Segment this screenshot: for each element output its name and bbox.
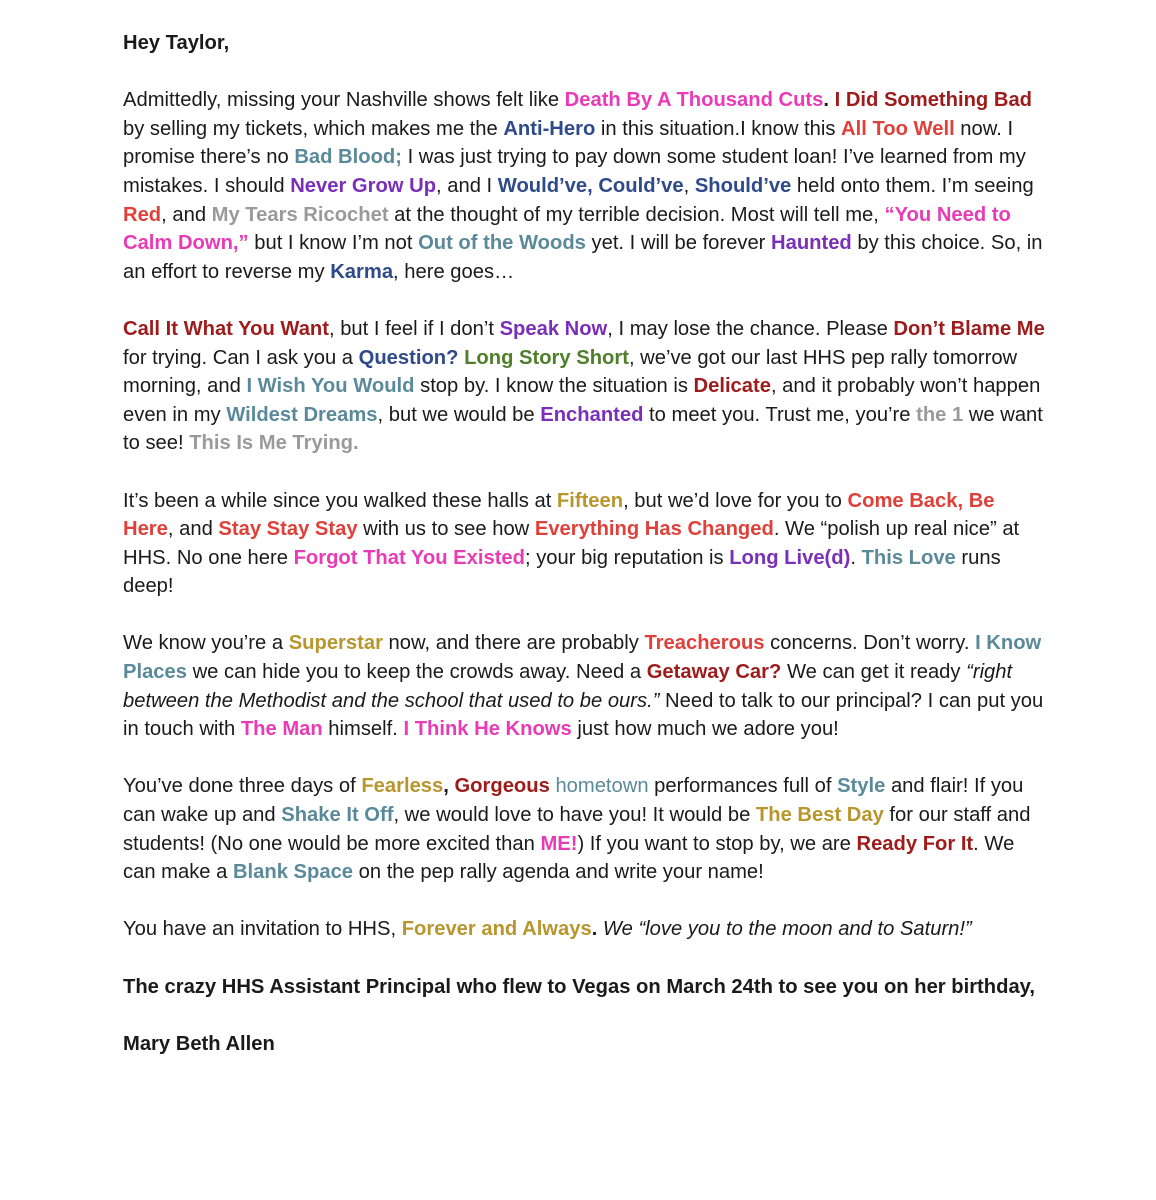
song-title: Everything Has Changed [534, 518, 774, 541]
text: held onto them. I’m seeing [791, 174, 1034, 197]
text: , but I feel if I don’t [328, 317, 500, 340]
text: with us to see how [357, 518, 535, 541]
paragraph-2 [123, 315, 1048, 458]
song-title: Superstar [288, 632, 383, 655]
text: You’ve done three days of [123, 775, 362, 798]
text: in this situation.I know this [595, 117, 842, 140]
paragraph-6 [123, 915, 1048, 944]
song-title: Style [837, 775, 886, 798]
text: I was just trying to pay down some student loan! I’ve learned from my mistakes. I should [123, 146, 1026, 197]
song-title: Stay Stay Stay [218, 518, 358, 541]
song-title: “You Need to Calm Down,” [123, 203, 1011, 255]
text: , but we would be [377, 403, 541, 426]
text: by this choice. So, in an effort to reverse my [123, 232, 1043, 283]
song-title: Delicate [693, 375, 771, 398]
song-title: Call It What You Want [123, 317, 329, 340]
text: . [850, 546, 862, 569]
song-title: Treacherous [644, 632, 765, 655]
song-title: Enchanted [540, 403, 644, 426]
text: . We can make a [123, 832, 1015, 884]
song-title: Come Back, Be Here [123, 489, 995, 541]
song-title: the 1 [916, 403, 964, 426]
text: Admittedly, missing your Nashville shows felt like [123, 89, 565, 112]
text: and flair! If you can wake up and [123, 775, 1024, 827]
text: We can get it ready [781, 661, 967, 684]
text: himself. [322, 718, 404, 741]
song-title: Would’ve, Could’ve [497, 174, 684, 197]
text: , I may lose the chance. Please [607, 317, 894, 340]
song-title: My Tears Ricochet [211, 203, 389, 226]
paragraph-3 [123, 487, 1048, 601]
song-title: Long Story Short [464, 346, 629, 369]
text: . We “polish up real nice” at HHS. No one here [123, 518, 1020, 569]
signoff: The crazy HHS Assistant Principal who flew to Vegas on March 24th to see you on her birthday, [123, 975, 1036, 998]
text: , and [167, 518, 219, 541]
song-title: I Wish You Would [246, 375, 415, 398]
song-title: The Best Day [755, 804, 884, 827]
song-title: All Too Well [841, 117, 955, 140]
text: It’s been a while since you walked these halls at [123, 489, 557, 512]
text: , but we’d love for you to [623, 489, 848, 512]
song-title: Speak Now [499, 317, 608, 340]
text: concerns. Don’t worry. [764, 632, 976, 655]
lyric-quote: We “love you to the moon and to Saturn!” [602, 918, 972, 941]
song-title: Fifteen [556, 489, 624, 512]
text: , we would love to have you! It would be [393, 804, 756, 827]
text: for our staff and students! (No one would be more excited than [123, 804, 1031, 855]
text: , and it probably won’t happen even in my [123, 375, 1041, 426]
text: , and I [436, 174, 498, 197]
song-title: Gorgeous [454, 775, 550, 798]
song-title: Question? [358, 346, 459, 369]
song-title: Forgot That You Existed [293, 546, 525, 569]
text: yet. I will be forever [585, 232, 772, 255]
letter [123, 29, 1048, 1087]
text: You have an invitation to HHS, [123, 918, 402, 941]
song-title: Fearless [361, 775, 444, 798]
text: now, and there are probably [382, 632, 645, 655]
text: Need to talk to our principal? I can put you in touch with [123, 689, 1044, 741]
text: . [591, 918, 603, 941]
text: , we’ve got our last HHS pep rally tomorrow morning, and [123, 346, 1018, 398]
text: but I know I’m not [248, 232, 419, 255]
text: now. I promise there’s no [123, 117, 1014, 169]
paragraph-5 [123, 772, 1048, 886]
text: ; your big reputation is [524, 546, 730, 569]
signature: Mary Beth Allen [123, 1032, 275, 1055]
song-title: Forever and Always [401, 918, 592, 941]
paragraph-1 [123, 86, 1048, 286]
song-title: This Love [861, 546, 956, 569]
text: , and [161, 203, 212, 226]
song-title: Wildest Dreams [226, 403, 378, 426]
lyric-quote: “right between the Methodist and the school that used to be ours.” [123, 661, 1013, 712]
song-title: This Is Me Trying. [189, 432, 359, 455]
text: for trying. Can I ask you a [123, 346, 359, 369]
song-title: The Man [240, 718, 323, 741]
song-title: I Know Places [123, 632, 1042, 684]
text: performances full of [648, 775, 838, 798]
song-title: Out of the Woods [418, 232, 586, 255]
text: by selling my tickets, which makes me the [123, 117, 504, 140]
text: , [443, 775, 455, 798]
song-title: Bad Blood; [294, 146, 402, 169]
paragraph-4 [123, 629, 1048, 743]
song-title: Getaway Car? [646, 661, 782, 684]
song-title: Haunted [771, 232, 852, 255]
text: . [823, 89, 835, 112]
song-title: I Think He Knows [403, 718, 572, 741]
text: we want to see! [123, 403, 1043, 455]
song-title: I Did Something Bad [834, 89, 1032, 112]
song-title: Ready For It [856, 832, 974, 855]
song-title: Anti-Hero [503, 117, 596, 140]
greeting: Hey Taylor, [123, 32, 230, 54]
song-title: ME! [540, 832, 578, 855]
song-title: Long Live(d) [729, 546, 851, 569]
song-title: Shake It Off [281, 804, 394, 827]
song-title: Blank Space [232, 861, 354, 884]
text: at the thought of my terrible decision. Most will tell me, [388, 203, 885, 226]
text: on the pep rally agenda and write your name! [353, 861, 764, 884]
text: to meet you. Trust me, you’re [643, 403, 917, 426]
song-title: Never Grow Up [290, 174, 437, 197]
song-title: Should’ve [694, 174, 792, 197]
text: , [683, 174, 695, 197]
text: runs deep! [123, 546, 1001, 598]
text: just how much we adore you! [571, 718, 839, 741]
song-title: Don’t Blame Me [893, 317, 1045, 340]
song-title: Death By A Thousand Cuts [564, 89, 824, 112]
text: We know you’re a [123, 632, 289, 655]
song-title: Karma [330, 260, 394, 283]
text: we can hide you to keep the crowds away. Need a [186, 661, 647, 684]
text: stop by. I know the situation is [414, 375, 694, 398]
text: , here goes… [393, 260, 515, 283]
song-title: hometown [555, 775, 649, 798]
song-title: Red [123, 203, 162, 226]
text: ) If you want to stop by, we are [577, 832, 857, 855]
